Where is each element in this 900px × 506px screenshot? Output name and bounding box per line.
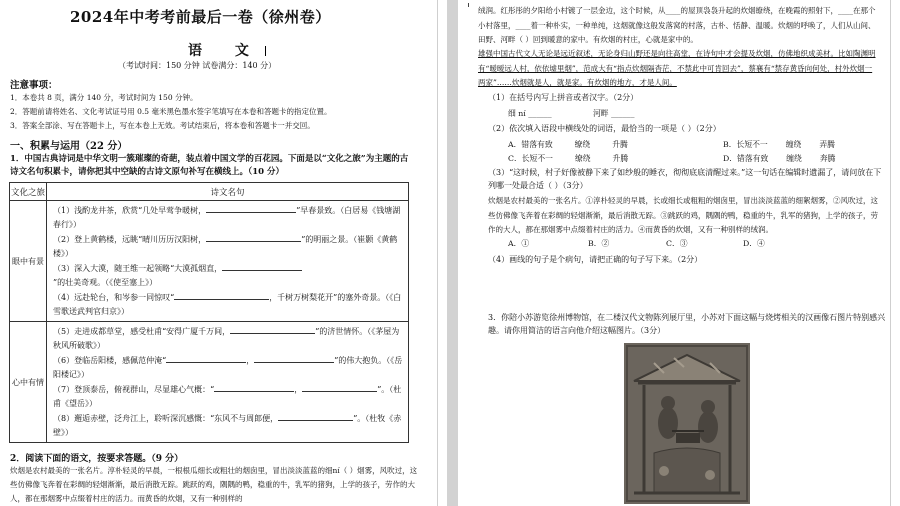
- option-word: 缭绕: [574, 154, 591, 163]
- subject-label: 语 文: [188, 43, 263, 59]
- item-text: ”。（杜甫《望岳》）: [53, 385, 402, 408]
- note-item: 1．本卷共 8 页，满分 140 分，考试时间为 150 分钟。: [10, 93, 198, 102]
- option-a[interactable]: [508, 139, 628, 150]
- notes-heading: 注意事项：: [10, 80, 58, 91]
- poem-item: [53, 261, 404, 290]
- page-title: 2024年中考考前最后一卷（徐州卷）: [70, 8, 331, 26]
- answer-blank[interactable]: [206, 232, 301, 242]
- item-text: （3）深入大漠，随王维一起领略“大漠孤烟直，: [53, 264, 223, 273]
- sub-question-3-passage: 炊烟是农村最美的一张名片。①淳朴轻灵的早晨，长或细长或粗粗的烟囱里，冒出淡淡蓝蓝的细絮烟雾，②风吹过，这些仿佛像飞奔着在彩绸的轻烟渐渐，最后消散无踪。③跳跃的鸡，隅隅的鸭，稳重的牛，乳军的猪狗，上学的孩子，劳作的大人，都在那烟雾中点缀着村庄的活力。④而黄昏的炊烟，又有一种别样的绒润。: [488, 196, 878, 234]
- page-right: [458, 0, 900, 506]
- sub-question-1: （1）在括号内写上拼音或者汉字。（2分）: [488, 93, 639, 102]
- option-word: B．长短不一: [723, 140, 768, 149]
- reading-paragraph: 绒润。红彤彤的夕阳给小村镀了一层金边，这个时候，从____的屋顶袅袅升起的炊烟缭绕，在晚霞的照射下，____在那个小村落里，____着一种朴实，一种单纯，这烟就像这般发落窝的村落，古朴、恬静、温暖。炊烟的呼唤了，人们从山间、田野、河畔（ ）回到暖意的家中。有炊烟的村庄，心就是家中的。: [478, 6, 876, 44]
- text-cursor: [265, 46, 266, 56]
- option-word: C．长短不一: [508, 154, 553, 163]
- answer-blank[interactable]: [222, 261, 302, 271]
- item-text: （4）远赴轮台，和岑参一同惊叹“: [53, 293, 175, 302]
- option-word: 缭绕: [574, 140, 591, 149]
- option-b[interactable]: B．②: [588, 239, 610, 248]
- table-header: 诗文名句: [47, 183, 409, 201]
- question-3-text: 3．你陪小苏游览徐州博物馆，在二楼汉代文物陈列展厅里，小苏对下面这幅与烧烤相关的汉画像石图片特别感兴趣。请你用简洁的语言向他介绍这幅图片。（3分）: [488, 313, 886, 335]
- item-text: （1）浅酌龙井茶，欣赏“几处早莺争暖树，: [53, 206, 207, 215]
- stone-relief-drawing: [624, 343, 750, 504]
- poem-item: [53, 411, 404, 440]
- item-text: （2）登上黄鹤楼，远眺“晴川历历汉阳树，: [53, 235, 207, 244]
- poem-items-cell: [47, 201, 409, 322]
- poem-items-cell: [47, 322, 409, 443]
- answer-blank[interactable]: [206, 203, 296, 213]
- question-2-heading: 2．阅读下面的语文，按要求答题。（9 分）: [10, 454, 184, 464]
- poem-item: （7）登顶泰岳，俯视群山，尽显雄心气概：“ ， ”。（杜甫《望岳》）: [53, 382, 404, 411]
- sub-question-3: （3）“这时候，村子好像被静下来了如纱般的睡衣，彻彻底底清醒过来。”这一句话在编辑时遗漏了，请问放在下列哪一处最合适（ ）（3分）: [488, 168, 882, 190]
- option-word: 升腾: [612, 140, 628, 149]
- poem-item: （6）登临岳阳楼，感佩范仲淹“ ， ”的伟大抱负。（《岳阳楼记》）: [53, 353, 404, 382]
- sub-question-2: （2）依次填入语段中横线处的词语，最恰当的一项是（ ）（2分）: [488, 124, 721, 133]
- item-text: ”的壮美奇观。（《使至塞上》）: [53, 278, 158, 287]
- poem-item: [53, 203, 404, 232]
- margin-line: [437, 0, 438, 506]
- category-cell: 心中有情: [10, 322, 47, 443]
- sub-question-4: （4）画线的句子是个病句，请把正确的句子写下来。（2分）: [488, 255, 703, 264]
- item-text: （8）邂逅赤壁，泛舟江上，聆听深沉感慨：“东风不与周郎便，: [53, 414, 279, 423]
- image-caption: [750, 343, 751, 344]
- table-header: 文化之旅: [10, 183, 47, 201]
- item-text: ”的济世情怀。（《茅屋为秋风所破歌》）: [53, 327, 400, 350]
- answer-blank[interactable]: [278, 411, 353, 421]
- page-gutter: [447, 0, 458, 506]
- section-heading: 一、积累与运用（22 分）: [10, 141, 128, 152]
- fill-word[interactable]: 河畔 ______: [593, 109, 635, 118]
- option-a[interactable]: A．①: [508, 239, 530, 248]
- answer-blank[interactable]: [174, 290, 269, 300]
- poem-item: [53, 324, 404, 353]
- item-text: ，千树万树梨花开”的塞外奇景。（《白雪歌送武判官归京》）: [53, 293, 402, 316]
- option-word: A．错落有致: [508, 140, 553, 149]
- option-word: 奔腾: [819, 154, 836, 163]
- table-header-row: [10, 183, 409, 201]
- item-text: ”。（杜牧《赤壁》）: [53, 414, 402, 437]
- category-cell: 眼中有景: [10, 201, 47, 322]
- answer-blank[interactable]: [166, 353, 246, 363]
- subject-title: [188, 40, 266, 60]
- item-text: ”的明丽之景。（崔颢《黄鹤楼》）: [53, 235, 398, 258]
- option-word: D．错落有致: [723, 154, 769, 163]
- table-row: [10, 322, 409, 443]
- item-text: （7）登顶泰岳，俯视群山，尽显雄心气概：“: [53, 385, 215, 394]
- option-word: 缠绕: [786, 154, 802, 163]
- note-item: 2．答题前请将姓名、文化考试证号用 0.5 毫米黑色墨水签字笔填写在本卷和答题卡的指定位置。: [10, 107, 332, 116]
- question-1-text: 1．中国古典诗词是中华文明一簇璀璨的奇葩，装点着中国文学的百花园。下面是以“文化之旅”为主题的古诗文名句积累卡，请你把其中空缺的古诗文原句补写在横线上。（10 分）: [10, 154, 409, 177]
- margin-mark: [468, 3, 469, 7]
- table-row: [10, 201, 409, 322]
- option-b[interactable]: [723, 139, 835, 150]
- han-stone-relief-image: [624, 343, 750, 504]
- option-d[interactable]: [723, 153, 835, 164]
- poem-item: [53, 290, 404, 319]
- answer-blank[interactable]: [254, 353, 334, 363]
- fill-word[interactable]: 细 ní ______: [508, 109, 552, 118]
- exam-info: （考试时间：150 分钟 试卷满分：140 分）: [118, 61, 277, 70]
- option-word: 弄腾: [819, 140, 835, 149]
- option-c[interactable]: [508, 153, 628, 164]
- poem-item: [53, 232, 404, 261]
- item-text: ”早春景致。（白居易《钱塘湖春行》）: [53, 206, 401, 229]
- item-text: （5）走进成都草堂，感受杜甫“安得广厦千万间，: [53, 327, 231, 336]
- note-item: 3．答案全部涂、写在答题卡上，写在本卷上无效。考试结束后，将本卷和答题卡一并交回。: [10, 121, 315, 130]
- answer-blank[interactable]: [230, 324, 315, 334]
- option-word: 升腾: [612, 154, 629, 163]
- answer-blank[interactable]: [214, 382, 294, 392]
- margin-line: [890, 0, 891, 506]
- answer-blank[interactable]: [302, 382, 377, 392]
- reading-paragraph-underlined: 雄强中国古代文人无论是远近叙述，无论身归山野还是向往高堂，在诗句中才会提及炊烟，仿佛地织成美材。比如陶渊明有“暧暧远人村，依依墟里烟”，范成大有“指点炊烟隔杳茫，不禁此中可肯回去”，蔡襄有“禁存黄昏向何处，村外炊烟一两家”……炊烟就是人，就是家。有炊烟的地方，才是人间。: [478, 49, 876, 87]
- option-word: 缠绕: [785, 140, 802, 149]
- item-text: （6）登临岳阳楼，感佩范仲淹“: [53, 356, 167, 365]
- page-left: [0, 0, 447, 506]
- poem-table: [9, 182, 409, 443]
- item-text: ”的伟大抱负。（《岳阳楼记》）: [53, 356, 403, 379]
- option-d[interactable]: D．④: [743, 239, 765, 248]
- reading-passage: 炊烟是农村最美的一张名片。淳朴轻灵的早晨，一根根瓜细长或粗壮的烟囱里，冒出淡淡蓝蓝的细ní（ ）烟雾，风吹过，这些仿佛像飞奔着在彩绸的轻烟渐渐，最后消散无踪。跳跃的鸡，隅隅的鸭，稳重的牛，乳军的猪狗，上学的孩子，劳作的大人，都在那烟雾中点缀着村庄的活力。而黄昏的炊烟，又有一种别样的: [10, 466, 418, 503]
- option-c[interactable]: C．③: [666, 239, 688, 248]
